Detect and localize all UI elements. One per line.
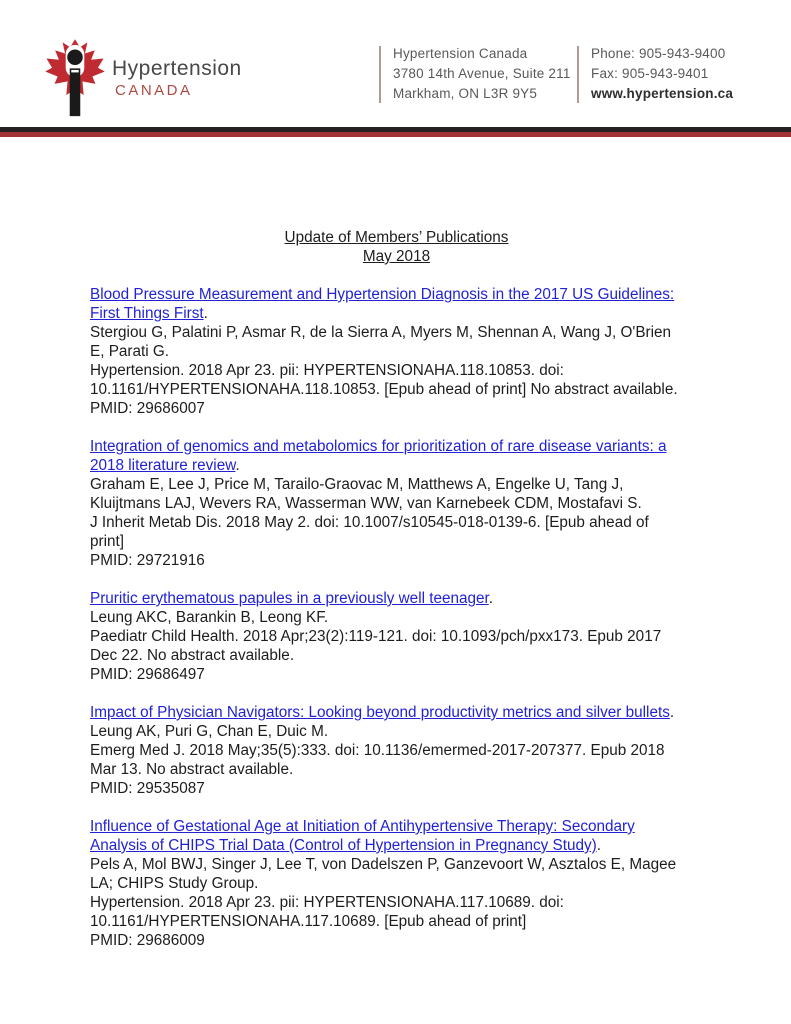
publication-citation: Emerg Med J. 2018 May;35(5):333. doi: 10.1136/emermed-2017-207377. Epub 2018 Mar 13. No abstract available. — [90, 742, 665, 778]
contact-fax: Fax: 905-943-9401 — [591, 66, 709, 81]
address-block — [393, 44, 571, 104]
publication-title-link[interactable]: Pruritic erythematous papules in a previously well teenager — [90, 590, 489, 607]
title-period: . — [488, 590, 494, 607]
publication-pmid: PMID: 29686009 — [90, 932, 205, 949]
publication-title-link[interactable]: Blood Pressure Measurement and Hypertension Diagnosis in the 2017 US Guidelines: First Things First — [90, 286, 675, 322]
brand-logo — [44, 38, 242, 118]
publication-entry — [90, 285, 703, 418]
brand-name: Hypertension — [112, 57, 242, 80]
publication-title — [90, 703, 703, 722]
publication-pmid: PMID: 29535087 — [90, 780, 205, 797]
publication-citation: J Inherit Metab Dis. 2018 May 2. doi: 10.1007/s10545-018-0139-6. [Epub ahead of print] — [90, 514, 649, 550]
publication-citation: Hypertension. 2018 Apr 23. pii: HYPERTENSIONAHA.118.10853. doi: 10.1161/HYPERTENSIONAHA.118.10853. [Epub ahead of print] No abstract available. — [90, 362, 678, 398]
publication-entry — [90, 589, 703, 684]
title-period: . — [235, 457, 240, 474]
publication-citation: Paediatr Child Health. 2018 Apr;23(2):119-121. doi: 10.1093/pch/pxx173. Epub 2017 Dec 22. No abstract available. — [90, 628, 662, 664]
publication-authors: Leung AK, Puri G, Chan E, Duic M. — [90, 723, 329, 740]
publication-title-link[interactable]: Integration of genomics and metabolomics for prioritization of rare disease variants: a 2018 literature review — [90, 438, 667, 474]
publication-title — [90, 437, 703, 475]
address-line-city: Markham, ON L3R 9Y5 — [393, 86, 538, 101]
document-body — [90, 228, 703, 969]
title-period: . — [669, 704, 675, 721]
publication-pmid: PMID: 29686007 — [90, 400, 205, 417]
header-rule — [0, 127, 791, 137]
publication-authors: Graham E, Lee J, Price M, Tarailo-Graovac M, Matthews A, Engelke U, Tang J, Kluijtmans LAJ, Wevers RA, Wasserman WW, van Karnebeek CDM, Mostafavi S. — [90, 476, 642, 512]
publication-entry — [90, 817, 703, 950]
title-period: . — [203, 305, 208, 322]
publication-entry — [90, 703, 703, 798]
publication-citation: Hypertension. 2018 Apr 23. pii: HYPERTENSIONAHA.117.10689. doi: 10.1161/HYPERTENSIONAHA.117.10689. [Epub ahead of print] — [90, 894, 564, 930]
publication-title — [90, 817, 703, 855]
publication-authors: Leung AKC, Barankin B, Leong KF. — [90, 609, 329, 626]
publication-authors: Pels A, Mol BWJ, Singer J, Lee T, von Dadelszen P, Ganzevoort W, Asztalos E, Magee LA; CHIPS Study Group. — [90, 856, 677, 892]
brand-country: CANADA — [115, 82, 193, 99]
publications-list — [90, 285, 703, 950]
brand-wordmark — [112, 58, 242, 98]
contact-divider — [577, 46, 579, 103]
document-title-line: Update of Members’ Publications — [284, 229, 509, 246]
publication-entry — [90, 437, 703, 570]
header-rule-red — [0, 132, 791, 138]
document-title-month: May 2018 — [362, 248, 431, 265]
address-line-org: Hypertension Canada — [393, 46, 528, 61]
document-title — [90, 228, 703, 266]
publication-pmid: PMID: 29721916 — [90, 552, 205, 569]
contact-block — [591, 44, 733, 104]
address-divider — [379, 46, 381, 103]
publication-title-link[interactable]: Influence of Gestational Age at Initiation of Antihypertensive Therapy: Secondary Analysis of CHIPS Trial Data (Control of Hypertension in Pregnancy Study) — [90, 818, 635, 854]
publication-title — [90, 589, 703, 608]
title-period: . — [596, 837, 601, 854]
publication-pmid: PMID: 29686497 — [90, 666, 205, 683]
page-header — [0, 0, 791, 127]
contact-phone: Phone: 905-943-9400 — [591, 46, 726, 61]
publication-title — [90, 285, 703, 323]
maple-leaf-icon — [44, 38, 106, 118]
publication-title-link[interactable]: Impact of Physician Navigators: Looking beyond productivity metrics and silver bullets — [90, 704, 670, 721]
contact-website: www.hypertension.ca — [591, 86, 734, 101]
publication-authors: Stergiou G, Palatini P, Asmar R, de la Sierra A, Myers M, Shennan A, Wang J, O'Brien E, Parati G. — [90, 324, 672, 360]
address-line-street: 3780 14th Avenue, Suite 211 — [393, 66, 571, 81]
